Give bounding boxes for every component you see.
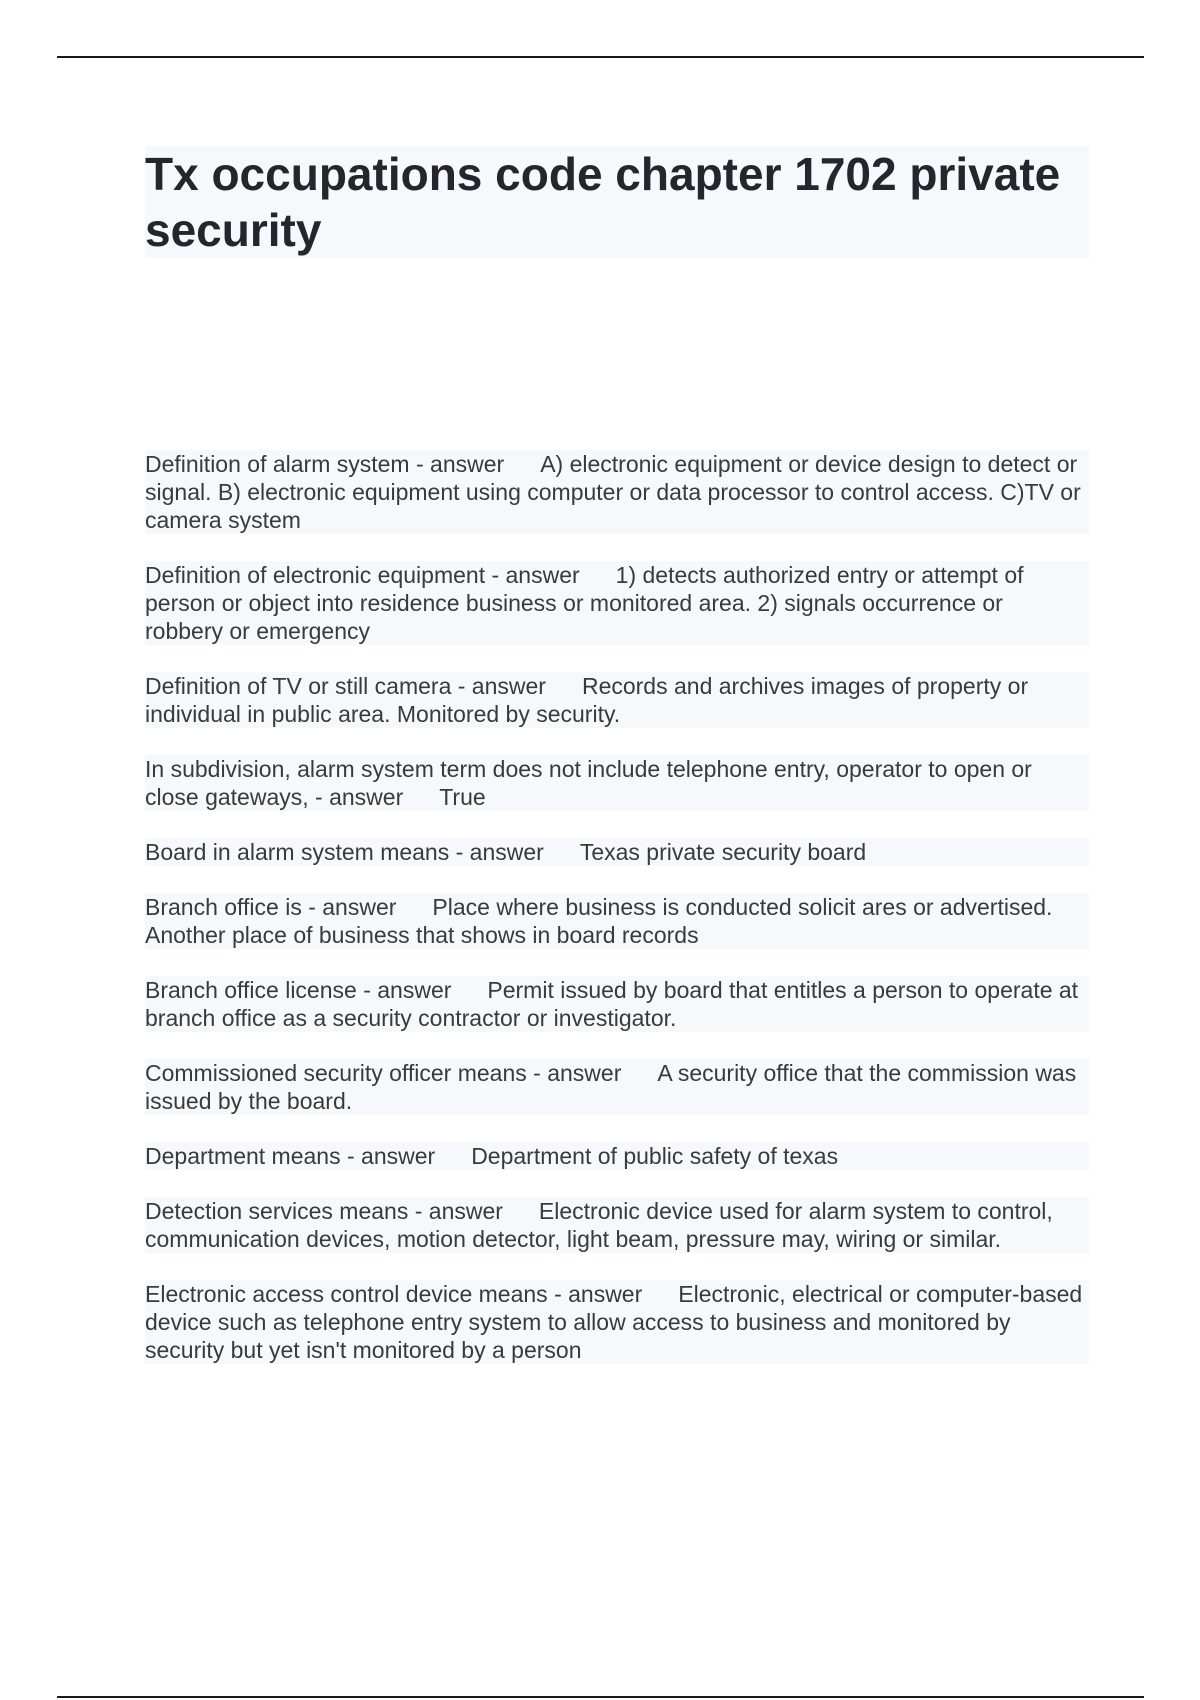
question-text: Board in alarm system means - answer — [145, 839, 544, 865]
title-block — [145, 146, 1089, 258]
qa-item — [145, 561, 1089, 645]
question-text: Electronic access control device means - answer — [145, 1281, 643, 1307]
qa-list — [145, 450, 1089, 1391]
qa-item — [145, 976, 1089, 1032]
question-text: Definition of alarm system - answer — [145, 451, 505, 477]
question-text: Department means - answer — [145, 1143, 436, 1169]
qa-item — [145, 838, 1089, 866]
question-text: In subdivision, alarm system term does not include telephone entry, operator to open or close gateways, - answer — [145, 756, 1032, 810]
qa-item — [145, 755, 1089, 811]
answer-text: True — [439, 784, 486, 810]
top-rule — [57, 56, 1144, 58]
question-text: Definition of electronic equipment - answer — [145, 562, 580, 588]
qa-item — [145, 672, 1089, 728]
answer-text: 1) detects authorized entry or attempt of person or object into residence business or monitored area. 2) signals occurrence or robbery or emergency — [145, 562, 1024, 644]
answer-text: Texas private security board — [579, 839, 867, 865]
answer-text: Records and archives images of property or individual in public area. Monitored by security. — [145, 673, 1029, 727]
answer-text: A security office that the commission was issued by the board. — [145, 1060, 1077, 1114]
question-text: Branch office is - answer — [145, 894, 397, 920]
qa-item — [145, 893, 1089, 949]
answer-text: Department of public safety of texas — [471, 1143, 839, 1169]
qa-item — [145, 1197, 1089, 1253]
question-text: Definition of TV or still camera - answer — [145, 673, 546, 699]
answer-text: Electronic, electrical or computer-based device such as telephone entry system to allow access to business and monitored by security but yet isn't monitored by a person — [145, 1281, 1083, 1363]
answer-text: Permit issued by board that entitles a person to operate at branch office as a security contractor or investigator. — [145, 977, 1079, 1031]
qa-item — [145, 1142, 1089, 1170]
qa-item — [145, 1059, 1089, 1115]
answer-text: Electronic device used for alarm system to control, communication devices, motion detector, light beam, pressure may, wiring or similar. — [145, 1198, 1053, 1252]
qa-item — [145, 1280, 1089, 1364]
question-text: Detection services means - answer — [145, 1198, 503, 1224]
question-text: Branch office license - answer — [145, 977, 452, 1003]
page-title: Tx occupations code chapter 1702 private security — [145, 148, 1061, 256]
answer-text: Place where business is conducted solicit ares or advertised. Another place of business that shows in board records — [145, 894, 1053, 948]
answer-text: A) electronic equipment or device design to detect or signal. B) electronic equipment using computer or data processor to control access. C)TV or camera system — [145, 451, 1081, 533]
question-text: Commissioned security officer means - answer — [145, 1060, 622, 1086]
bottom-rule — [57, 1696, 1144, 1698]
qa-item — [145, 450, 1089, 534]
